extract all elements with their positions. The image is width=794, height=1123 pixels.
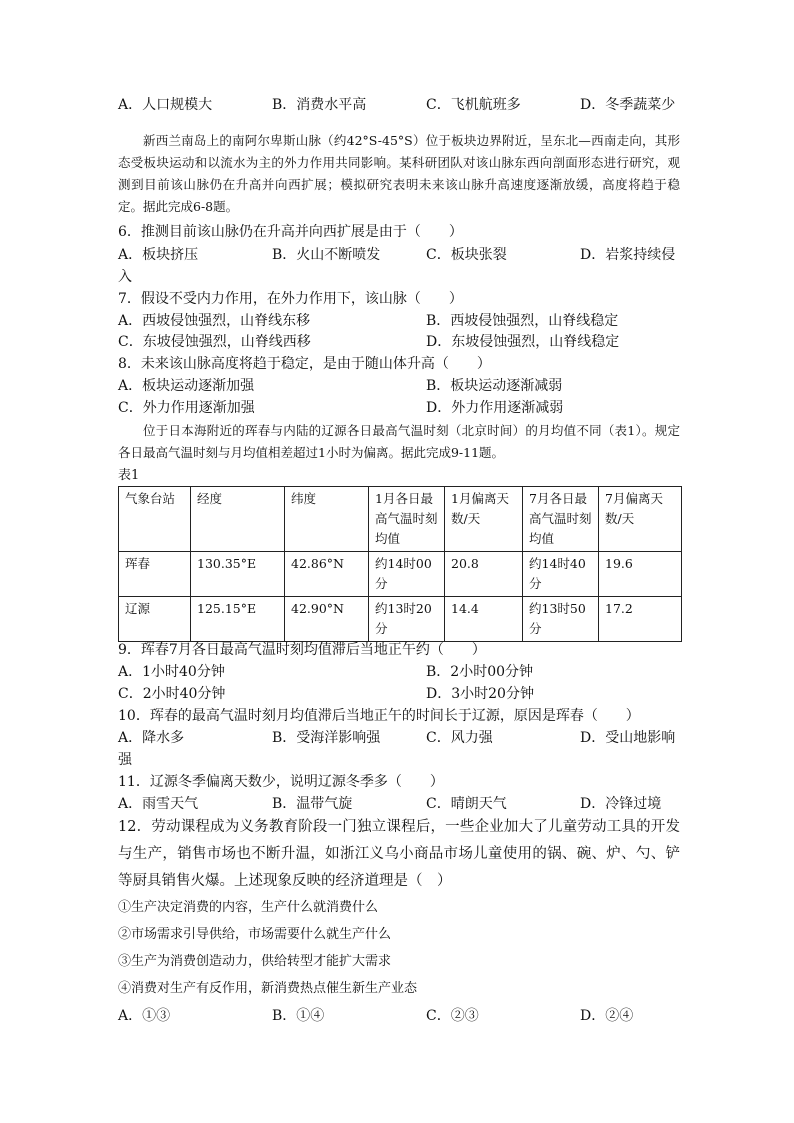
q8-option-d: D．外力作用逐渐减弱 bbox=[426, 400, 564, 416]
table-cell: 130.35°E bbox=[191, 552, 285, 597]
table-cell: 珲春 bbox=[119, 552, 191, 597]
q6-option-d: D．岩浆持续侵 bbox=[580, 247, 676, 263]
temperature-table bbox=[118, 486, 682, 642]
passage-1-text: 新西兰南岛上的南阿尔卑斯山脉（约42°S-45°S）位于板块边界附近，呈东北—西南走向，其形态受板块运动和以流水为主的外力作用共同影响。某科研团队对该山脉东西向剖面形态进行研究，观测到目前该山脉仍在升高并向西扩展；模拟研究表明未来该山脉升高速度逐渐放缓，高度将趋于稳定。据此完成6-8题。 bbox=[118, 133, 680, 214]
q11-option-b: B．温带气旋 bbox=[272, 796, 353, 812]
table-cell: 42.90°N bbox=[285, 597, 369, 642]
q9-option-a: A．1小时40分钟 bbox=[118, 664, 225, 680]
question-9-stem: 9．珲春7月各日最高气温时刻均值滞后当地正午约（ ） bbox=[118, 642, 486, 658]
table-cell: 125.15°E bbox=[191, 597, 285, 642]
q8-option-b: B．板块运动逐渐减弱 bbox=[426, 378, 563, 394]
q12-option-d: D．②④ bbox=[580, 1008, 634, 1024]
header-longitude: 经度 bbox=[191, 487, 285, 552]
q7-option-b: B．西坡侵蚀强烈，山脊线稳定 bbox=[426, 313, 619, 329]
q8-option-c: C．外力作用逐渐加强 bbox=[118, 400, 255, 416]
q12-option-b: B．①④ bbox=[272, 1008, 325, 1024]
q5-option-c: C．飞机航班多 bbox=[426, 97, 521, 113]
q9-option-c: C．2小时40分钟 bbox=[118, 686, 226, 702]
table-caption: 表1 bbox=[118, 468, 140, 483]
passage-new-zealand bbox=[118, 130, 680, 218]
table-cell: 约13时50分 bbox=[523, 597, 599, 642]
q5-option-a: A．人口规模大 bbox=[118, 97, 213, 113]
q6-option-d-wrap: 入 bbox=[118, 269, 132, 285]
q10-option-b: B．受海洋影响强 bbox=[272, 730, 381, 746]
q12-statement-1: ①生产决定消费的内容，生产什么就消费什么 bbox=[118, 900, 379, 915]
header-jul-time: 7月各日最高气温时刻均值 bbox=[523, 487, 599, 552]
header-jul-days: 7月偏离天数/天 bbox=[599, 487, 682, 552]
table-row bbox=[119, 552, 682, 597]
header-jan-time: 1月各日最高气温时刻均值 bbox=[369, 487, 445, 552]
q8-option-a: A．板块运动逐渐加强 bbox=[118, 378, 255, 394]
table-cell: 19.6 bbox=[599, 552, 682, 597]
passage-2-text: 位于日本海附近的珲春与内陆的辽源各日最高气温时刻（北京时间）的月均值不同（表1）。规定各日最高气温时刻与月均值相差超过1小时为偏离。据此完成9-11题。 bbox=[118, 423, 680, 460]
question-6 bbox=[118, 222, 680, 243]
q6-option-a: A．板块挤压 bbox=[118, 247, 199, 263]
q7-option-c: C．东坡侵蚀强烈，山脊线西移 bbox=[118, 334, 311, 350]
q6-option-b: B．火山不断喷发 bbox=[272, 247, 381, 263]
header-station: 气象台站 bbox=[119, 487, 191, 552]
q12-option-c: C．②③ bbox=[426, 1008, 479, 1024]
table-cell: 约13时20分 bbox=[369, 597, 445, 642]
header-latitude: 纬度 bbox=[285, 487, 369, 552]
header-jan-days: 1月偏离天数/天 bbox=[445, 487, 523, 552]
table-row bbox=[119, 597, 682, 642]
question-12-stem: 12．劳动课程成为义务教育阶段一门独立课程后，一些企业加大了儿童劳动工具的开发与生产，销售市场也不断升温，如浙江义乌小商品市场儿童使用的锅、碗、炉、勺、铲等厨具销售火爆。上述现象反映的经济道理是（ ） bbox=[118, 819, 680, 889]
table-cell: 42.86°N bbox=[285, 552, 369, 597]
q7-option-a: A．西坡侵蚀强烈，山脊线东移 bbox=[118, 313, 311, 329]
q6-option-c: C．板块张裂 bbox=[426, 247, 507, 263]
q5-option-d: D．冬季蔬菜少 bbox=[580, 97, 676, 113]
question-6-stem: 6．推测目前该山脉仍在升高并向西扩展是由于（ ） bbox=[118, 224, 463, 240]
q5-option-b: B．消费水平高 bbox=[272, 97, 367, 113]
q10-option-a: A．降水多 bbox=[118, 730, 185, 746]
q10-option-d: D．受山地影响 bbox=[580, 730, 676, 746]
q9-option-d: D．3小时20分钟 bbox=[426, 686, 534, 702]
q12-statement-2: ②市场需求引导供给，市场需要什么就生产什么 bbox=[118, 927, 392, 942]
q9-option-b: B．2小时00分钟 bbox=[426, 664, 534, 680]
table-cell: 20.8 bbox=[445, 552, 523, 597]
table-header-row bbox=[119, 487, 682, 552]
q12-option-a: A．①③ bbox=[118, 1008, 171, 1024]
q11-option-a: A．雨雪天气 bbox=[118, 796, 199, 812]
q11-option-d: D．冷锋过境 bbox=[580, 796, 662, 812]
q10-option-d-wrap: 强 bbox=[118, 752, 132, 768]
table-cell: 约14时40分 bbox=[523, 552, 599, 597]
q11-option-c: C．晴朗天气 bbox=[426, 796, 507, 812]
passage-hunchun-liaoyuan bbox=[118, 420, 680, 464]
table-cell: 14.4 bbox=[445, 597, 523, 642]
table-cell: 辽源 bbox=[119, 597, 191, 642]
q7-option-d: D．东坡侵蚀强烈，山脊线稳定 bbox=[426, 334, 620, 350]
question-7-stem: 7．假设不受内力作用，在外力作用下，该山脉（ ） bbox=[118, 291, 463, 307]
q12-statement-3: ③生产为消费创造动力，供给转型才能扩大需求 bbox=[118, 954, 392, 969]
table-cell: 约14时00分 bbox=[369, 552, 445, 597]
question-10-stem: 10．珲春的最高气温时刻月均值滞后当地正午的时间长于辽源，原因是珲春（ ） bbox=[118, 708, 640, 724]
q12-statement-4: ④消费对生产有反作用，新消费热点催生新生产业态 bbox=[118, 981, 418, 996]
q10-option-c: C．风力强 bbox=[426, 730, 493, 746]
table-cell: 17.2 bbox=[599, 597, 682, 642]
question-11-stem: 11．辽源冬季偏离天数少，说明辽源冬季多（ ） bbox=[118, 774, 444, 790]
question-8-stem: 8．未来该山脉高度将趋于稳定，是由于随山体升高（ ） bbox=[118, 356, 491, 372]
